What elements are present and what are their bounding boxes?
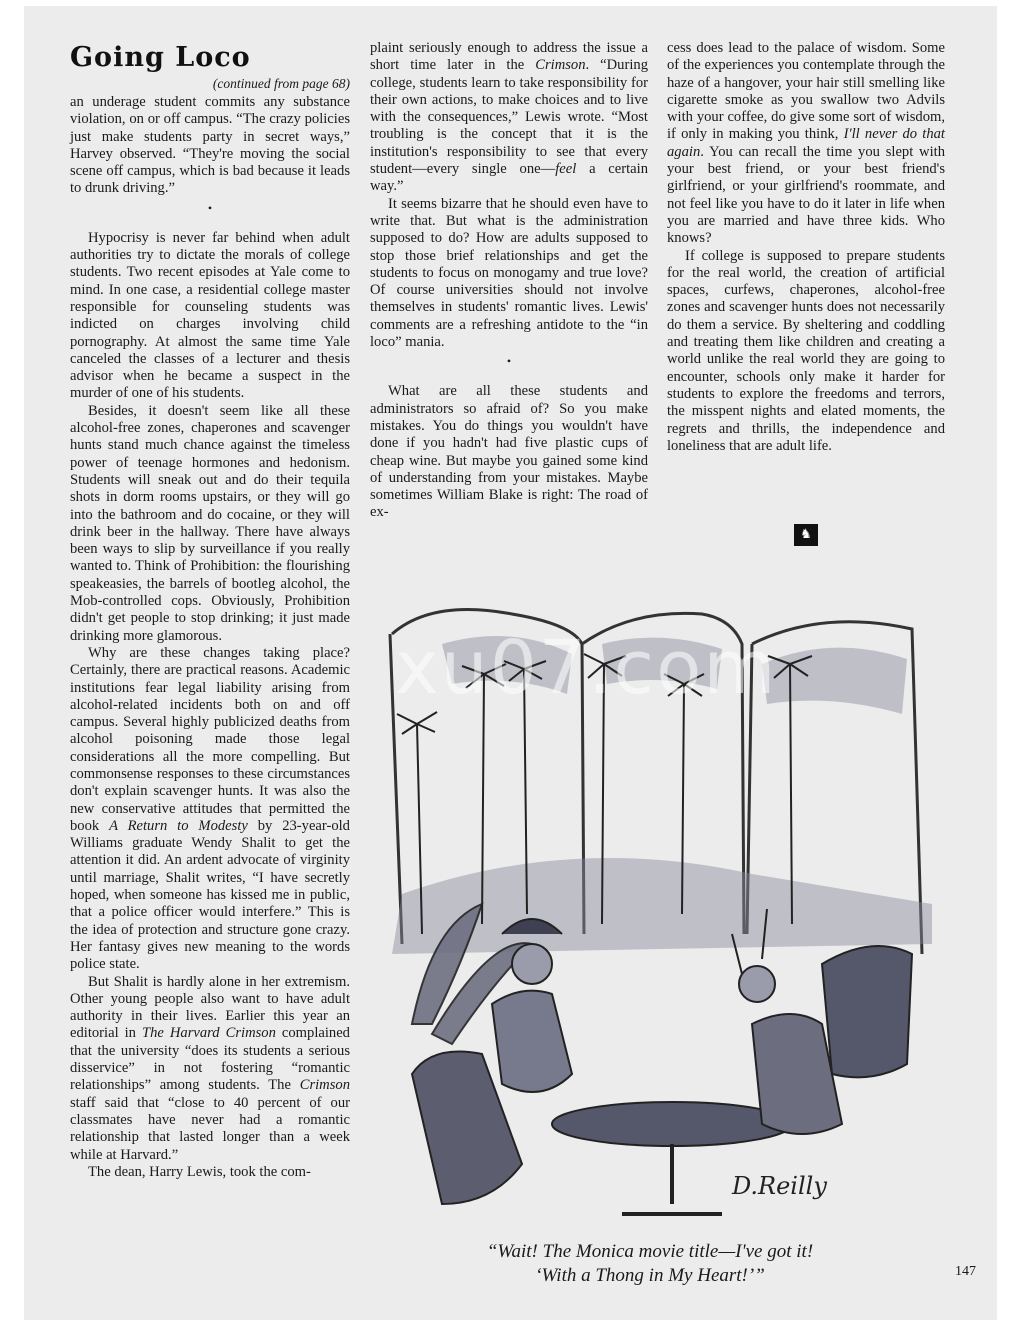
section-bullet: • <box>506 354 512 369</box>
caption-line: “Wait! The Monica movie title—I've got it! <box>486 1241 814 1262</box>
paragraph: If college is supposed to prepare students for the real world, the creation of artificial spaces, curfews, chaperones, alcohol-free zones and scavenger hunts does not necessarily do them a service. By sheltering and coddling and treating them like children and creating a world unlike the real world they are going to encounter, schools only make it harder for students to explore the freedoms and terrors, the misspent nights and elated moments, the regrets and thrills, the independence and loneliness that are adult life. <box>667 247 945 454</box>
newspaper-name: Crimson <box>299 1077 350 1094</box>
column-2 <box>370 40 648 522</box>
paragraph: Hypocrisy is never far behind when adult authorities try to dictate the morals of college students. Two recent episodes at Yale come to mind. In one case, a residential college master responsible for counseling students was indicted on charges involving child pornography. At almost the same time Yale canceled the classes of a lecturer and thesis advisor when he became a suspect in the murder of one of his students. <box>70 229 350 402</box>
section-bullet: • <box>207 200 213 215</box>
article-title: Going Loco <box>70 42 251 73</box>
end-mark-icon: ♞ <box>794 524 818 546</box>
paragraph: plaint seriously enough to address the issue a short time later in the Crimson. “During college, students learn to take responsibility for their own actions, to make choices and to live with the consequences,” Lewis wrote. “Most troubling is the concept that it is the institution's responsibility to see that every student—every single one—feel a certain way.” <box>370 40 648 195</box>
column-3 <box>667 40 945 455</box>
book-title: A Return to Modesty <box>109 817 248 834</box>
caption-line: ‘With a Thong in My Heart!’” <box>535 1265 765 1286</box>
cartoon-signature: D.Reilly <box>732 1172 827 1200</box>
paragraph: Why are these changes taking place? Certainly, there are practical reasons. Academic institutions fear legal liability arising from alcohol-related incidents both on and off campus. Several highly publicized deaths from alcohol poisoning made those legal considerations all the more compelling. But commonsense responses to these circumstances don't explain scavenger hunts. It was also the new conservative attitudes that permitted the book A Return to Modesty by 23-year-old Williams graduate Wendy Shalit to get the attention it did. An ardent advocate of virginity until marriage, Shalit writes, “I have secretly hoped, when someone has kissed me in public, that a police officer would interfere.” This is the idea of protection and structure gone crazy. Her fantasy gives new meaning to the words police state. <box>70 644 350 973</box>
watermark: xu07.com <box>395 625 778 711</box>
continued-note: (continued from page 68) <box>212 76 350 91</box>
page-number: 147 <box>955 1264 976 1279</box>
paragraph: The dean, Harry Lewis, took the com- <box>88 1163 311 1180</box>
column-1 <box>70 94 350 1181</box>
newspaper-name: Crimson <box>535 57 586 74</box>
paragraph: Besides, it doesn't seem like all these alcohol-free zones, chaperones and scavenger hunts stand much chance against the timeless power of teenage hormones and hedonism. Students will sneak out and do their tequila shots in dorm rooms upstairs, or they will go into the bathroom and do cocaine, or they will drink beer in the hallway. There have always been ways to slip by surveillance if you really wanted to. Think of Prohibition: the flourishing speakeasies, the barrels of bootleg alcohol, the Mob-controlled cops. Obviously, Prohibition didn't get people to stop drinking; it just made drinking more glamorous. <box>70 402 350 644</box>
newspaper-name: The Harvard Crimson <box>141 1025 276 1042</box>
paragraph: cess does lead to the palace of wisdom. Some of the experiences you contemplate through the haze of a hangover, your hair still smelling like cigarette smoke as you swallow two Advils with your coffee, do give some sort of wisdom, if only in making you think, I'll never do that again. You can recall the time you slept with your best friend, or your best friend's girlfriend, or your girlfriend's roommate, and not feel like you have to do it later in life when you are married and have three kids. Who knows? <box>667 40 945 247</box>
paragraph: What are all these students and administrators so afraid of? So you make mistakes. You do things you wouldn't have done if you hadn't had five plastic cups of cheap wine. But maybe you gained some kind of understanding from your mistakes. Maybe sometimes William Blake is right: The road of ex- <box>370 383 648 521</box>
paragraph: But Shalit is hardly alone in her extremism. Other young people also want to have adult authority in their lives. Earlier this year an editorial in The Harvard Crimson complained that the university “does its students a serious disservice” in not fostering “romantic relationships” among students. The Crimson staff said that “close to 40 percent of our classmates have never had a romantic relationship that lasted longer than a week while at Harvard.” <box>70 973 350 1163</box>
article-header <box>70 42 350 94</box>
paragraph: It seems bizarre that he should even have to write that. But what is the administration supposed to do? How are adults supposed to stop those brief relationships and get the students to focus on monogamy and true love? Of course universities should not involve themselves in students' romantic lives. Lewis' comments are a refreshing antidote to the “in loco” mania. <box>370 195 648 351</box>
paragraph: an underage student commits any substance violation, on or off campus. “The crazy policies just make students party in secret ways,” Harvey observed. “They're moving the social scene off campus, which is bad because it leads to drunk driving.” <box>70 94 350 197</box>
cartoon-caption <box>400 1240 900 1288</box>
